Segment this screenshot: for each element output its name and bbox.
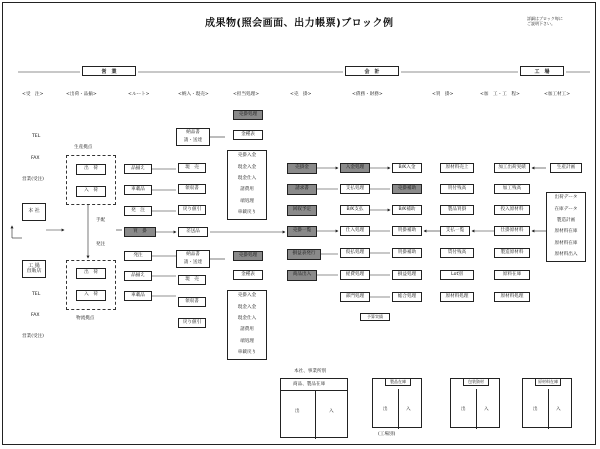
ryoshusho-2: 領収書 <box>178 297 206 307</box>
col-saimu: <債務・財務> <box>352 92 383 97</box>
col-nounyu: <納入・現売> <box>178 92 209 97</box>
saimu-c1-0: 入金処理 <box>340 163 370 173</box>
kaishu-yotei: 回収予定 <box>287 205 317 216</box>
t1-out: 出 <box>295 409 300 414</box>
t2-head: 製品在庫 <box>385 378 411 386</box>
route-shinazoroe-1: 品揃え <box>124 164 152 174</box>
t3-head: 包装資材 <box>463 378 489 386</box>
kaikake-6: 原材料処理 <box>440 292 474 302</box>
kakou-6: 原材料処理 <box>494 292 530 302</box>
genbai-1: 現 売 <box>178 163 206 173</box>
kakou-3: 仕掛原材料 <box>494 226 530 236</box>
modori-1: 戻り値引 <box>178 205 206 215</box>
modori-2: 戻り値引 <box>178 318 206 328</box>
seisan-keikaku: 生産計画 <box>550 163 582 173</box>
list-item: 諸費用 <box>240 327 254 333</box>
route-shasai-2: 車載品 <box>124 291 152 301</box>
shukka-box-1: 出 荷 <box>76 164 106 175</box>
list-item: 出荷データ <box>554 195 578 201</box>
t4-head: 原材料在庫 <box>535 378 561 386</box>
list-item: 製造計画 <box>556 218 576 224</box>
kakou-1: 加工残高 <box>494 184 530 194</box>
kaikake-5: Lot別 <box>440 270 474 280</box>
saimu-c2-5: 損益処理 <box>392 270 422 280</box>
route-hatchu-1: 発 注 <box>124 206 152 216</box>
nouhinsho-line: 請・送達 <box>183 137 203 143</box>
list-item: 車載戻り <box>237 350 257 355</box>
t1-sub: 商品、製品在庫 <box>293 382 326 387</box>
list-item: 現金入金 <box>237 164 257 170</box>
buturyu-label: 物流拠点 <box>76 316 95 321</box>
list-item: 車載戻り <box>237 210 257 215</box>
urikakekin: 売掛金 <box>287 163 317 174</box>
saimu-c1-6: 部門処理 <box>340 292 370 302</box>
nyuka-box-2: 入 荷 <box>76 290 106 301</box>
kaikake-4: 賃付残高 <box>440 248 474 258</box>
list-item: 端処理 <box>240 198 254 204</box>
list-item: 原材料在庫 <box>554 229 578 235</box>
eigyo-label-1: 営業(受注) <box>22 177 44 182</box>
saimu-c2-6: 総合処理 <box>392 292 422 302</box>
list-item: 原材料出入 <box>554 252 578 257</box>
saimu-c2-4: 買掛補助 <box>392 248 422 258</box>
soneki-hakko: 損益表発行 <box>287 249 321 260</box>
list-item: 在庫データ <box>554 206 578 212</box>
list-item: 売掛入金 <box>237 153 257 159</box>
tel-label-2: TEL <box>32 292 41 297</box>
col-shukka: <出荷・品揃> <box>66 92 97 97</box>
kojo-box: 工 場 直販店 <box>22 260 46 278</box>
urikake-shori-1: 売掛処理 <box>233 110 263 120</box>
kinshu-1: 金種表 <box>233 130 263 140</box>
eigyo-label-2: 営業(受注) <box>22 334 44 339</box>
yosan-jisseki: 予算実績 <box>360 313 390 321</box>
kakou-4: 製造原材料 <box>494 248 530 258</box>
t2-out: 出 <box>383 407 388 412</box>
fax-label-1: FAX <box>31 156 40 161</box>
t2-in: 入 <box>406 407 411 412</box>
route-shasai-1: 車載品 <box>124 185 152 195</box>
urikake-shori-2: 売掛処理 <box>233 251 263 261</box>
list-item: 諸費用 <box>240 187 254 193</box>
genbai-2: 現 売 <box>178 275 206 285</box>
list-item: 現金仕入 <box>237 316 257 322</box>
shukka-box-2: 出 荷 <box>76 268 106 279</box>
list-item: 端処理 <box>240 338 254 344</box>
section-eigyo: 営 業 <box>82 66 136 76</box>
kaikake-1: 買付残高 <box>440 184 474 194</box>
note-line: ご説明下さい。 <box>527 21 555 27</box>
kojobetsu-label: (工場別) <box>378 432 396 437</box>
saimu-c2-1: 売掛補助 <box>392 184 422 194</box>
list-item: 原材料在庫 <box>554 240 578 246</box>
t1-in: 入 <box>329 409 334 414</box>
col-route: <ルート> <box>128 92 150 97</box>
kakou-5: 原料在庫 <box>494 270 530 280</box>
urikake-ichiran: 売掛一覧 <box>287 226 317 237</box>
col-seikyu: <担当処理> <box>233 92 260 97</box>
col-uriage: <売 掛> <box>290 92 312 97</box>
sashi-box: 差送品 <box>178 227 208 237</box>
t4-out: 出 <box>533 407 538 412</box>
col-genka: <加工材工> <box>544 92 571 97</box>
kakou-0: 加工出荷実績 <box>494 163 530 173</box>
saimu-c1-5: 経費処理 <box>340 270 370 280</box>
route-kaikake: 買 掛 <box>124 227 156 237</box>
saimu-c1-4: 仮払処理 <box>340 248 370 258</box>
note-line: 詳細はブロック毎に <box>527 16 563 21</box>
list-item: 現金入金 <box>237 304 257 310</box>
kinshu-2: 金種表 <box>233 270 263 280</box>
t4-in: 入 <box>556 407 561 412</box>
nouhinsho-line: 請・送達 <box>183 259 203 265</box>
t1-title: 本社、事業所別 <box>294 369 327 374</box>
nouhinsho-line: 納品書 <box>186 251 200 257</box>
saimu-c2-0: B/K入金 <box>392 163 422 173</box>
saimu-c2-3: 買掛補助 <box>392 226 422 236</box>
hatchu-label: 発注 <box>96 242 106 247</box>
t3-out: 出 <box>461 407 466 412</box>
col-juchu: <受 注> <box>22 92 44 97</box>
tehai-label: 手配 <box>96 218 106 223</box>
kakou-2: 投入原材料 <box>494 205 530 215</box>
list-item: 現金仕入 <box>237 176 257 182</box>
tel-label-1: TEL <box>32 134 41 139</box>
fax-label-2: FAX <box>31 313 40 318</box>
saimu-c2-2: B/K補助 <box>392 205 422 215</box>
saimu-c1-1: 支払処理 <box>340 184 370 194</box>
list-item: 売掛入金 <box>237 293 257 299</box>
shiharai-ichiran: 支払一覧 <box>440 226 470 236</box>
seikyusho: 請求書 <box>287 184 317 195</box>
col-kakou: <加 工・工 程> <box>480 92 520 97</box>
saimu-c1-3: 仕入処理 <box>340 226 370 236</box>
ryoshusho-1: 領収書 <box>178 184 206 194</box>
t3-in: 入 <box>484 407 489 412</box>
route-hatchu-2: 発注 <box>124 251 152 261</box>
nouhinsho-line: 納品書 <box>186 129 200 135</box>
saimu-c1-2: B/K支払 <box>340 205 370 215</box>
section-kaikei: 会 計 <box>345 66 399 76</box>
diagram-title: 成果物(照会画面、出力帳票)ブロック例 <box>205 18 394 29</box>
route-shinazoroe-2: 品揃え <box>124 271 152 281</box>
kaikake-0: 原材料売上 <box>440 163 474 173</box>
col-kaikake: <買 掛> <box>432 92 454 97</box>
kaikake-2: 製品買掛 <box>440 205 474 215</box>
nyuka-box-1: 入 荷 <box>76 186 106 197</box>
shitei-label: 生産拠点 <box>74 145 93 150</box>
shohin-deiri: 商品出入 <box>287 270 317 281</box>
honsha-box: 本 社 <box>22 203 46 221</box>
section-koujou: 工 場 <box>520 66 564 76</box>
